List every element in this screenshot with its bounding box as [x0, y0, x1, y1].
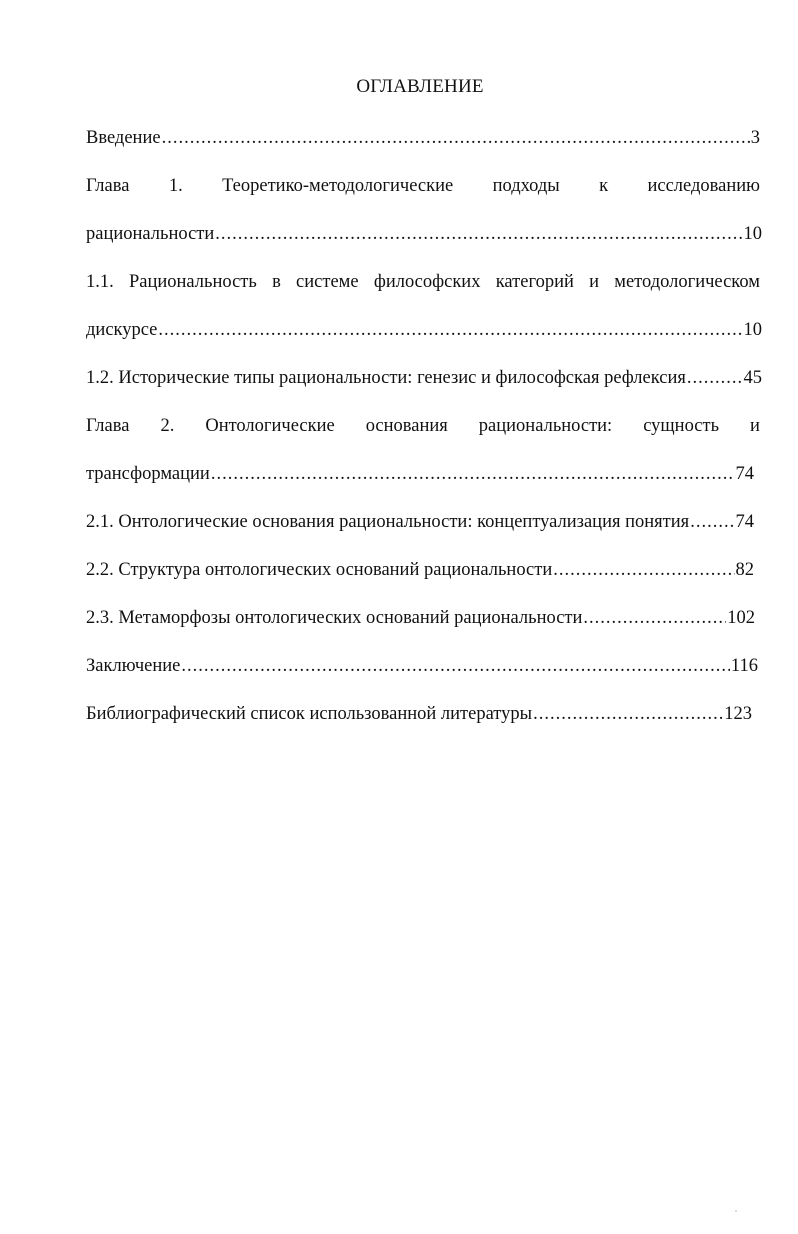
toc-entry-text: трансформации	[86, 464, 210, 484]
toc-chapter-1-heading	[86, 174, 760, 198]
toc-word: Глава	[86, 176, 130, 196]
toc-entry-text: Библиографический список использованной литературы	[86, 704, 533, 724]
toc-leader-dots	[583, 606, 726, 630]
toc-leader-dots	[162, 126, 750, 150]
toc-entry-text: 2.1. Онтологические основания рациональности: концептуализация понятия	[86, 512, 690, 532]
toc-entry-section-2-2	[86, 558, 754, 582]
toc-entry-chapter-1	[86, 222, 762, 246]
toc-leader-dots	[211, 462, 735, 486]
toc-leader-dots	[553, 558, 734, 582]
toc-word: Теоретико-методологические	[222, 176, 454, 196]
toc-entry-section-1-1	[86, 318, 762, 342]
toc-entry-text: рациональности	[86, 224, 215, 244]
toc-entry-text: дискурсе	[86, 320, 158, 340]
toc-word: Глава	[86, 416, 130, 436]
toc-word: и	[589, 272, 600, 292]
toc-page-number: 10	[743, 320, 762, 340]
toc-word: системе	[296, 272, 359, 292]
toc-page-number: 102	[727, 608, 755, 628]
toc-word: к	[599, 176, 609, 196]
toc-word: 1.	[168, 176, 183, 196]
toc-word: в	[272, 272, 281, 292]
toc-leader-dots	[690, 510, 734, 534]
toc-page-number: 74	[735, 464, 754, 484]
toc-word: философских	[373, 272, 481, 292]
toc-page-number: 45	[743, 368, 762, 388]
toc-entry-text: Заключение	[86, 656, 181, 676]
toc-word: сущность	[643, 416, 720, 436]
toc-entry-chapter-2	[86, 462, 754, 486]
toc-word: 2.	[160, 416, 175, 436]
toc-page-number: 3	[750, 128, 760, 148]
toc-page-number: 82	[735, 560, 754, 580]
scan-speck	[735, 1210, 737, 1212]
toc-word: 1.1.	[86, 272, 114, 292]
toc-entry-text: Введение	[86, 128, 161, 148]
toc-entry-introduction	[86, 126, 760, 150]
toc-word: и	[750, 416, 760, 436]
toc-word: методологическом	[614, 272, 760, 292]
toc-entry-text: 1.2. Исторические типы рациональности: генезис и философская рефлексия	[86, 368, 686, 388]
toc-page-number: 123	[724, 704, 752, 724]
toc-page-number: 74	[735, 512, 754, 532]
toc-page-number: 116	[730, 656, 758, 676]
toc-word: Онтологические	[205, 416, 335, 436]
toc-word: рациональности:	[478, 416, 613, 436]
toc-word: исследованию	[647, 176, 760, 196]
toc-entry-bibliography	[86, 702, 752, 726]
toc-entry-text: 2.2. Структура онтологических оснований рациональности	[86, 560, 553, 580]
toc-chapter-2-heading	[86, 414, 760, 438]
toc-word: категорий	[495, 272, 574, 292]
toc-leader-dots	[215, 222, 742, 246]
toc-leader-dots	[181, 654, 730, 678]
toc-word: Рациональность	[128, 272, 257, 292]
toc-entry-text: 2.3. Метаморфозы онтологических оснований рациональности	[86, 608, 583, 628]
toc-entry-section-2-3	[86, 606, 755, 630]
toc-leader-dots	[533, 702, 723, 726]
toc-entry-section-2-1	[86, 510, 754, 534]
toc-entry-conclusion	[86, 654, 758, 678]
toc-word: основания	[365, 416, 448, 436]
toc-entry-section-1-2	[86, 366, 762, 390]
toc-leader-dots	[158, 318, 742, 342]
toc-page-number: 10	[743, 224, 762, 244]
toc-leader-dots	[687, 366, 743, 390]
page-title: ОГЛАВЛЕНИЕ	[356, 76, 484, 97]
toc-section-1-1-heading	[86, 270, 760, 294]
toc-word: подходы	[492, 176, 560, 196]
